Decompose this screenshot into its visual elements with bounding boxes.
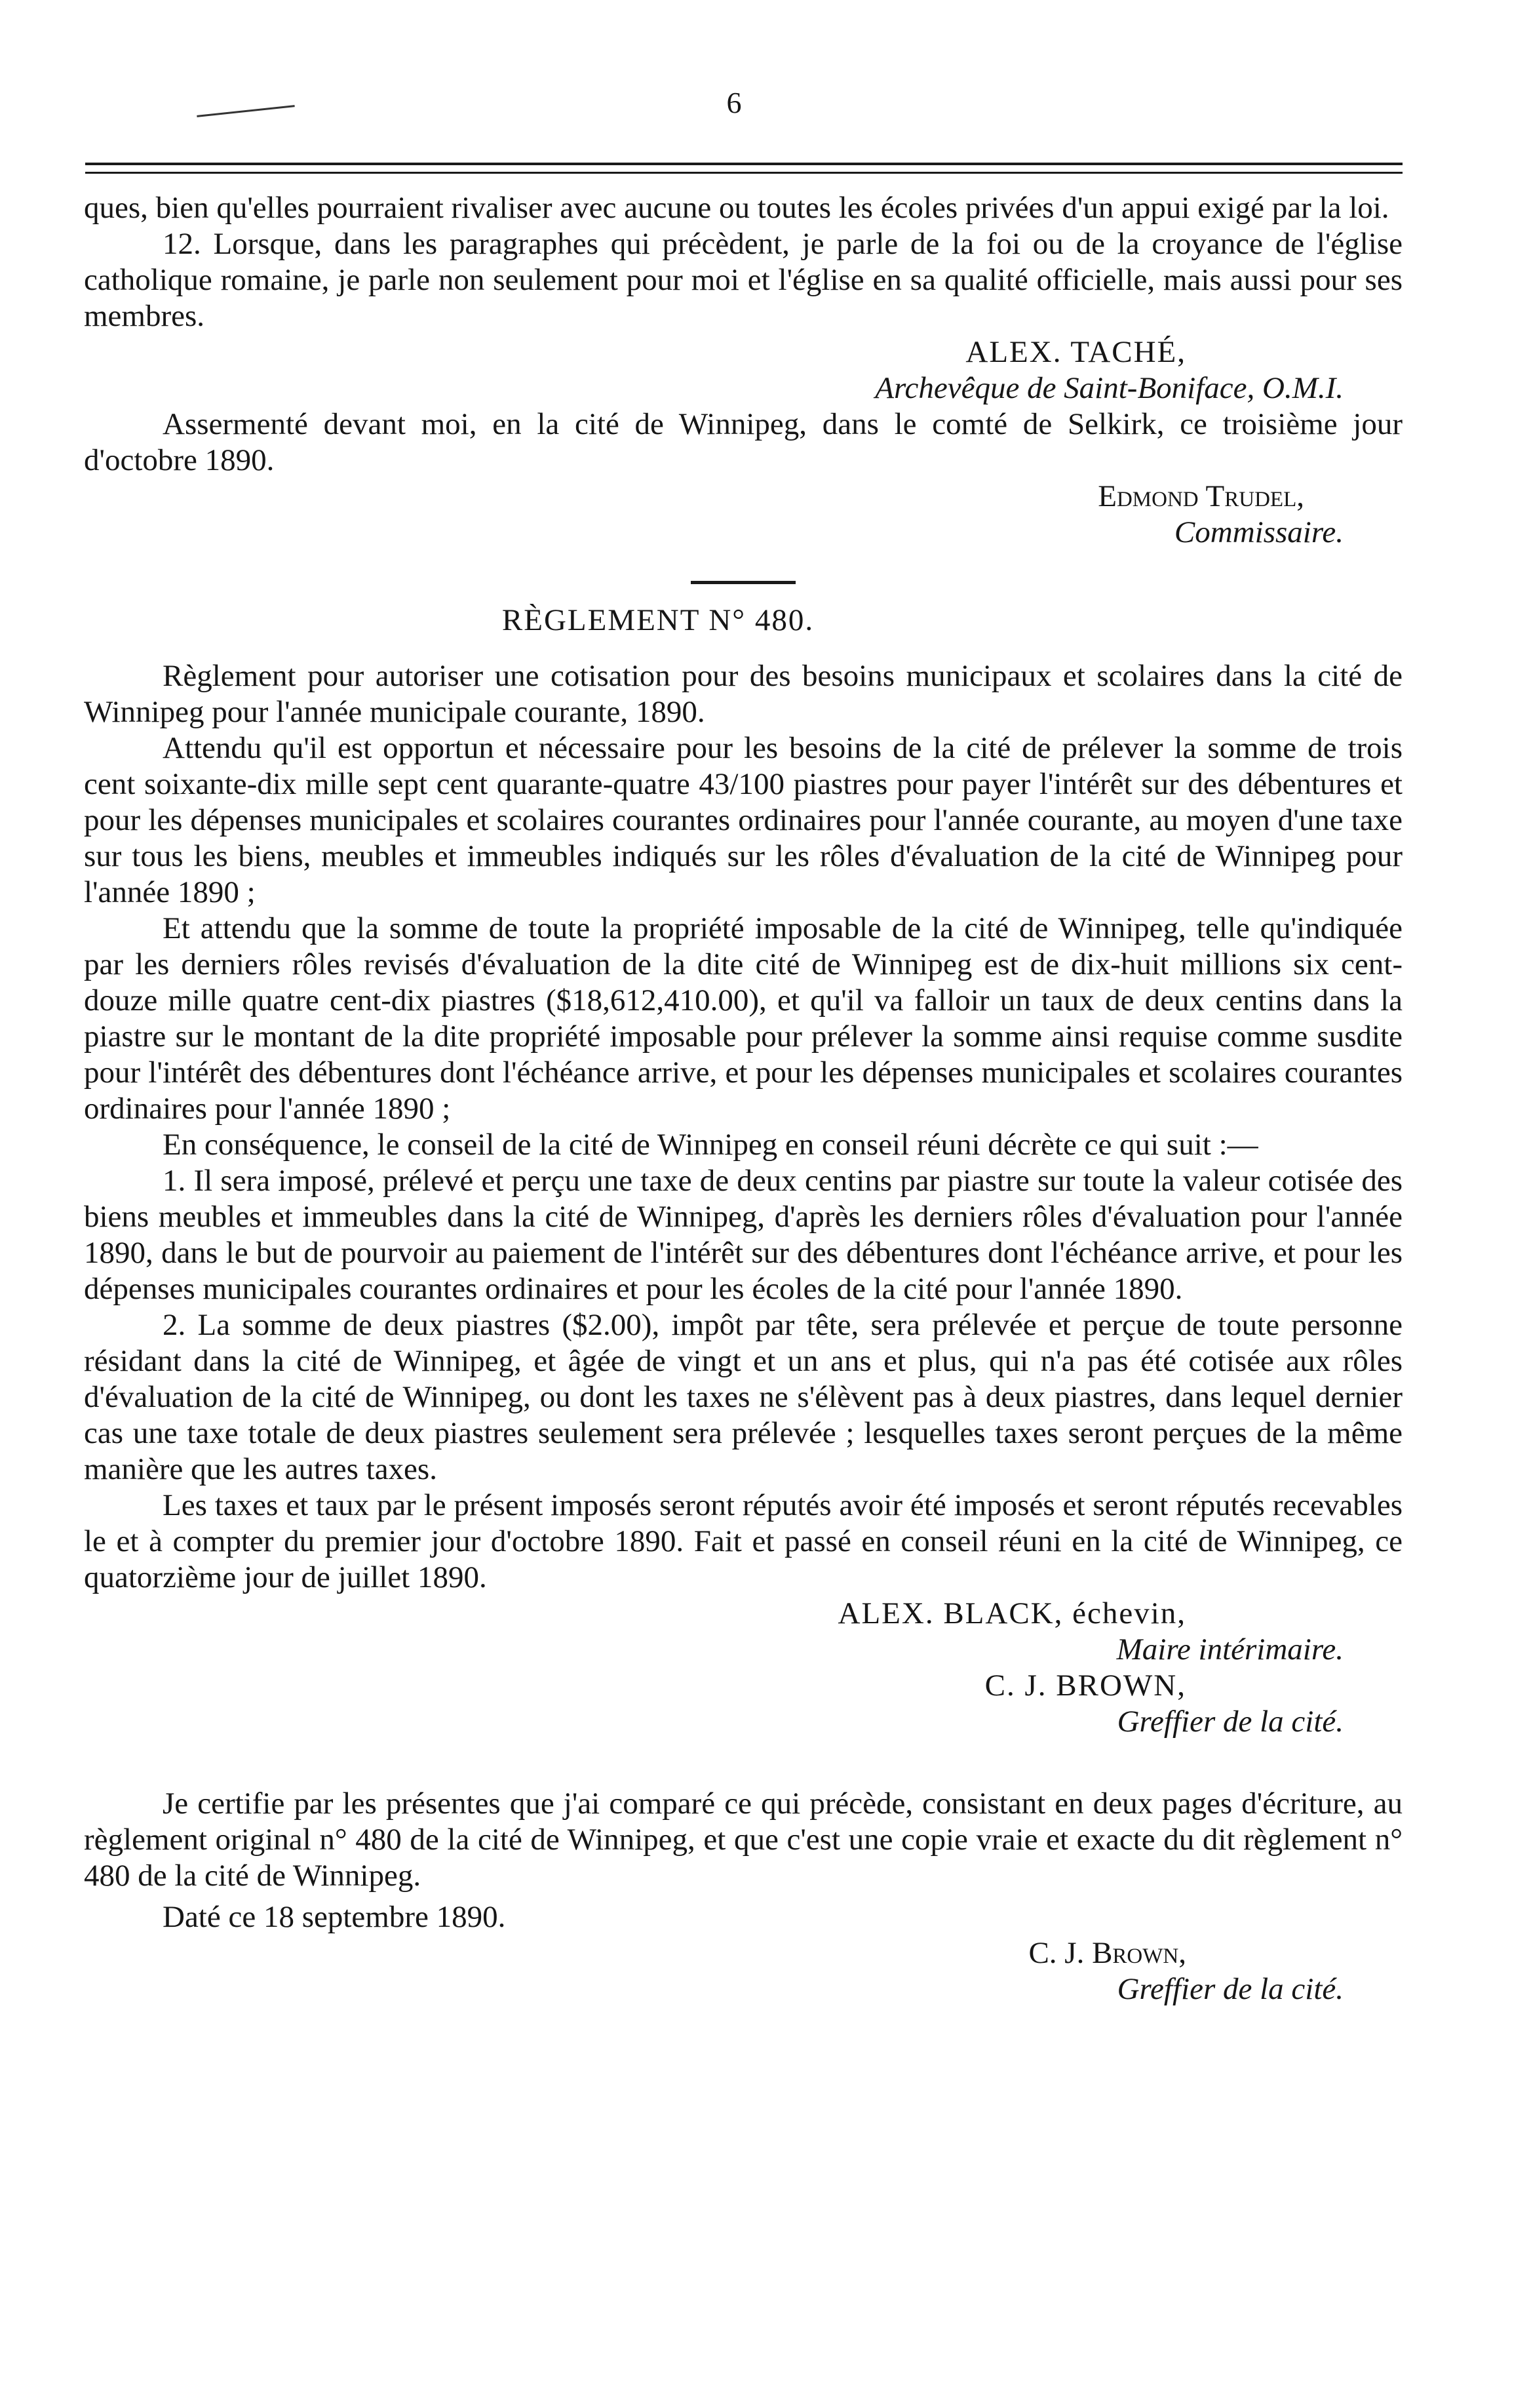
bylaw-enacting-clause: En conséquence, le conseil de la cité de Winnipeg en conseil réuni décrète ce qui suit :— <box>163 1128 1258 1162</box>
commissioner-title: Commissaire. <box>1174 515 1344 549</box>
bylaw-clause-2: 2. La somme de deux piastres ($2.00), impôt par tête, sera prélevée et perçue de toute personne résidant dans la cité de Winnipeg, et âgée de vingt et un ans et plus, qui n'a pas été cotisée aux rôles d'évaluation de la cité de Winnipeg, ou dont les taxes ne s'élèvent pas à deux piastres, dans lequel dernier cas une taxe totale de deux piastres seulement sera prélevée ; lesquelles taxes seront perçues de la même manière que les autres taxes. <box>84 1308 1403 1486</box>
bylaw-closing: Les taxes et taux par le présent imposés seront réputés avoir été imposés et seront réputés recevables le et à compter du premier jour d'octobre 1890. Fait et passé en conseil réuni en la cité de Winnipeg, ce quatorzième jour de juillet 1890. <box>84 1488 1403 1594</box>
signatory-title: Archevêque de Saint-Boniface, O.M.I. <box>875 371 1344 405</box>
bylaw-intro: Règlement pour autoriser une cotisation pour des besoins municipaux et scolaires dans la cité de Winnipeg pour l'année municipale courante, 1890. <box>84 659 1403 729</box>
certificate-date: Daté ce 18 septembre 1890. <box>163 1900 506 1934</box>
commissioner-name: Edmond Trudel, <box>1098 479 1304 513</box>
header-rule-top <box>85 163 1403 165</box>
certificate-text: Je certifie par les présentes que j'ai comparé ce qui précède, consistant en deux pages d'écriture, au règlement original n° 480 de la cité de Winnipeg, et que c'est une copie vraie et exacte du dit règlement n° 480 de la cité de Winnipeg. <box>84 1786 1403 1893</box>
ink-mark <box>197 105 294 117</box>
bylaw-whereas-1: Attendu qu'il est opportun et nécessaire pour les besoins de la cité de prélever la somme de trois cent soixante-dix mille sept cent quarante-quatre 43/100 piastres pour payer l'intérêt sur des débentures et pour les dépenses municipales et scolaires courantes ordinaires pour l'année courante, au moyen d'une taxe sur tous les biens, meubles et immeubles indiqués sur les rôles d'évaluation de la cité de Winnipeg pour l'année 1890 ; <box>84 731 1403 909</box>
header-rule-bottom <box>85 172 1403 174</box>
bylaw-whereas-2: Et attendu que la somme de toute la propriété imposable de la cité de Winnipeg, telle qu'indiquée par les derniers rôles revisés d'évaluation de la dite cité de Winnipeg est de dix-huit millions six cent-douze mille quatre cent-dix piastres ($18,612,410.00), et qu'il va falloir un taux de deux centins dans la piastre sur le montant de la dite propriété imposable pour prélever la somme ainsi requise comme susdite pour l'intérêt des débentures dont l'échéance arrive, et pour les dépenses municipales et scolaires courantes ordinaires pour l'année 1890 ; <box>84 911 1403 1126</box>
clerk-title: Greffier de la cité. <box>1117 1705 1344 1739</box>
clerk-name: C. J. BROWN, <box>984 1668 1186 1703</box>
page-number: 6 <box>726 86 742 119</box>
certificate-clerk-name: C. J. Brown, <box>1028 1936 1186 1970</box>
bylaw-heading: RÈGLEMENT N° 480. <box>501 603 815 637</box>
oath-paragraph-12: 12. Lorsque, dans les paragraphes qui précèdent, je parle de la foi ou de la croyance de l'église catholique romaine, je parle non seulement pour moi et l'église en sa qualité officielle, mais aussi pour ses membres. <box>84 227 1403 333</box>
oath-continuation: ques, bien qu'elles pourraient rivaliser avec aucune ou toutes les écoles privées d'un appui exigé par la loi. <box>84 191 1389 225</box>
certificate-clerk-title: Greffier de la cité. <box>1117 1972 1344 2006</box>
mayor-title: Maire intérimaire. <box>1116 1632 1344 1667</box>
section-separator <box>691 581 796 584</box>
sworn-statement: Assermenté devant moi, en la cité de Winnipeg, dans le comté de Selkirk, ce troisième jour d'octobre 1890. <box>84 407 1403 477</box>
mayor-name: ALEX. BLACK, échevin, <box>838 1596 1186 1630</box>
bylaw-clause-1: 1. Il sera imposé, prélevé et perçu une taxe de deux centins par piastre sur toute la valeur cotisée des biens meubles et immeubles dans la cité de Winnipeg, d'après les derniers rôles d'évaluation pour l'année 1890, dans le but de pourvoir au paiement de l'intérêt sur des débentures dont l'échéance arrive, et pour les dépenses municipales courantes ordinaires et pour les écoles de la cité pour l'année 1890. <box>84 1164 1403 1306</box>
page-body <box>84 190 1403 2007</box>
signatory-name: ALEX. TACHÉ, <box>965 335 1186 369</box>
